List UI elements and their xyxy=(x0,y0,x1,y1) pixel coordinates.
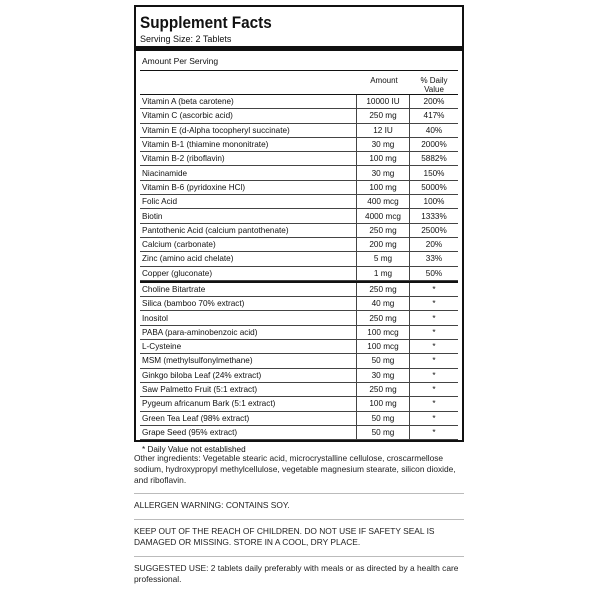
daily-value: 2000% xyxy=(409,138,458,151)
ingredient-amount: 10000 IU xyxy=(356,95,409,108)
supplement-facts-panel xyxy=(134,5,464,455)
ingredient-name: Vitamin E (d-Alpha tocopheryl succinate) xyxy=(142,125,290,135)
daily-value-header: % Daily Value xyxy=(420,76,448,94)
ingredient-amount: 50 mg xyxy=(356,354,409,367)
table-row xyxy=(140,326,458,340)
ingredient-amount: 250 mg xyxy=(356,224,409,237)
table-row xyxy=(140,397,458,411)
daily-value: * xyxy=(409,283,458,296)
panel-title: Supplement Facts xyxy=(140,13,272,32)
ingredient-amount: 1 mg xyxy=(356,267,409,280)
ingredient-name: MSM (methylsulfonylmethane) xyxy=(142,356,253,366)
table-row xyxy=(140,95,458,109)
ingredient-name: Pygeum africanum Bark (5:1 extract) xyxy=(142,399,276,409)
table-row xyxy=(140,412,458,426)
ingredient-name: Vitamin C (ascorbic acid) xyxy=(142,111,233,121)
daily-value: * xyxy=(409,369,458,382)
ingredient-amount: 30 mg xyxy=(356,369,409,382)
ingredient-amount: 250 mg xyxy=(356,109,409,122)
table-row xyxy=(140,383,458,397)
ingredient-name: Copper (gluconate) xyxy=(142,268,213,278)
ingredient-name: Green Tea Leaf (98% extract) xyxy=(142,413,250,423)
ingredient-name: Silica (bamboo 70% extract) xyxy=(142,299,245,309)
ingredient-name: Saw Palmetto Fruit (5:1 extract) xyxy=(142,385,258,395)
daily-value: 100% xyxy=(409,195,458,208)
ingredient-amount: 100 mcg xyxy=(356,326,409,339)
daily-value: 2500% xyxy=(409,224,458,237)
ingredient-amount: 40 mg xyxy=(356,297,409,310)
table-row xyxy=(140,426,458,440)
safety-warning: KEEP OUT OF THE REACH OF CHILDREN. DO NOT USE IF SAFETY SEAL IS DAMAGED OR MISSING. STORE IN A COOL, DRY PLACE. xyxy=(134,526,435,547)
ingredient-amount: 50 mg xyxy=(356,412,409,425)
ingredient-name: Pantothenic Acid (calcium pantothenate) xyxy=(142,225,289,235)
table-row xyxy=(140,152,458,166)
table-row xyxy=(140,124,458,138)
ingredient-amount: 250 mg xyxy=(356,383,409,396)
table-row xyxy=(140,209,458,223)
ingredient-amount: 250 mg xyxy=(356,311,409,324)
divider xyxy=(134,556,464,557)
ingredient-amount: 30 mg xyxy=(356,166,409,179)
ingredient-name: Calcium (carbonate) xyxy=(142,240,216,250)
daily-value: 50% xyxy=(409,267,458,280)
ingredient-name: Vitamin B-1 (thiamine mononitrate) xyxy=(142,140,269,150)
daily-value: * xyxy=(409,397,458,410)
ingredient-name: Folic Acid xyxy=(142,197,178,207)
ingredient-amount: 50 mg xyxy=(356,426,409,439)
ingredient-amount: 4000 mcg xyxy=(356,209,409,222)
daily-value: * xyxy=(409,383,458,396)
ingredient-name: Choline Bitartrate xyxy=(142,285,206,294)
ingredient-amount: 30 mg xyxy=(356,138,409,151)
table-row xyxy=(140,297,458,311)
suggested-use: SUGGESTED USE: 2 tablets daily preferably with meals or as directed by a health care professional. xyxy=(134,563,459,584)
ingredient-amount: 5 mg xyxy=(356,252,409,265)
daily-value: * xyxy=(409,297,458,310)
table-row xyxy=(140,281,458,297)
ingredient-name: Niacinamide xyxy=(142,168,188,178)
ingredient-name: Grape Seed (95% extract) xyxy=(142,427,238,437)
column-header xyxy=(140,71,458,95)
table-row xyxy=(140,181,458,195)
daily-value: 150% xyxy=(409,166,458,179)
table-row xyxy=(140,238,458,252)
table-row xyxy=(140,311,458,325)
table-row xyxy=(140,224,458,238)
ingredient-name: Zinc (amino acid chelate) xyxy=(142,254,234,264)
amount-per-serving: Amount Per Serving xyxy=(140,51,458,71)
daily-value: * xyxy=(409,340,458,353)
ingredient-amount: 100 mg xyxy=(356,152,409,165)
ingredient-name: Inositol xyxy=(142,313,168,323)
ingredient-amount: 100 mg xyxy=(356,181,409,194)
daily-value: * xyxy=(409,354,458,367)
ingredient-name: L-Cysteine xyxy=(142,342,182,352)
table-row xyxy=(140,166,458,180)
daily-value: 20% xyxy=(409,238,458,251)
ingredient-amount: 250 mg xyxy=(356,283,409,296)
ingredient-name: Vitamin A (beta carotene) xyxy=(142,97,234,107)
daily-value: 40% xyxy=(409,124,458,137)
ingredient-amount: 100 mg xyxy=(356,397,409,410)
amount-header: Amount xyxy=(370,76,398,85)
ingredient-name: PABA (para-aminobenzoic acid) xyxy=(142,327,258,337)
daily-value: 33% xyxy=(409,252,458,265)
table-row xyxy=(140,340,458,354)
ingredient-amount: 12 IU xyxy=(356,124,409,137)
ingredient-name: Ginkgo biloba Leaf (24% extract) xyxy=(142,370,262,380)
ingredient-amount: 100 mcg xyxy=(356,340,409,353)
other-ingredients: Other ingredients: Vegetable stearic acid, microcrystalline cellulose, croscarmellose sodium, hydroxypropyl methylcellulose, vegetable magnesium stearate, silicon dioxide, and riboflavin. xyxy=(134,453,456,485)
table-row xyxy=(140,109,458,123)
table-row xyxy=(140,252,458,266)
other-ingredient-list xyxy=(140,281,458,440)
footnote: * Daily Value not established xyxy=(140,440,458,454)
daily-value: * xyxy=(409,326,458,339)
table-row xyxy=(140,195,458,209)
table-row xyxy=(140,138,458,152)
allergen-warning: ALLERGEN WARNING: CONTAINS SOY. xyxy=(134,500,290,510)
ingredient-amount: 200 mg xyxy=(356,238,409,251)
serving-size: Serving Size: 2 Tablets xyxy=(140,34,232,44)
daily-value: * xyxy=(409,426,458,439)
divider xyxy=(134,493,464,494)
ingredient-name: Vitamin B-2 (riboflavin) xyxy=(142,154,225,164)
daily-value: 200% xyxy=(409,95,458,108)
daily-value: * xyxy=(409,412,458,425)
daily-value: 5000% xyxy=(409,181,458,194)
table-row xyxy=(140,267,458,281)
ingredient-name: Biotin xyxy=(142,211,163,221)
daily-value: 417% xyxy=(409,109,458,122)
table-row xyxy=(140,369,458,383)
divider xyxy=(134,519,464,520)
ingredient-name: Vitamin B-6 (pyridoxine HCl) xyxy=(142,182,246,192)
daily-value: 5882% xyxy=(409,152,458,165)
nutrient-list xyxy=(140,95,458,281)
table-row xyxy=(140,354,458,368)
daily-value: * xyxy=(409,311,458,324)
ingredient-amount: 400 mcg xyxy=(356,195,409,208)
daily-value: 1333% xyxy=(409,209,458,222)
